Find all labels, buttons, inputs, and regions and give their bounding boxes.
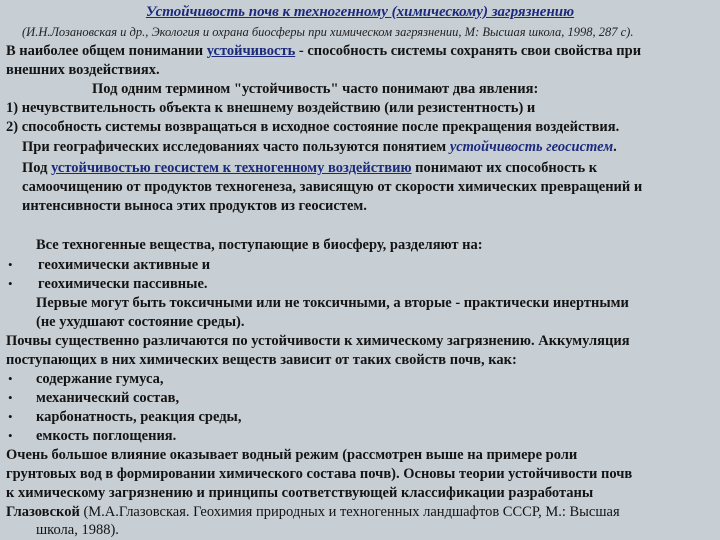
p2-line7: интенсивности выноса этих продуктов из геосистем. <box>22 198 367 214</box>
p1-text: В наиболее общем понимании <box>6 43 207 59</box>
p2-line3: 2) способность системы возвращаться в исходное состояние после прекращения воздействия. <box>6 119 620 135</box>
p3-line2: Первые могут быть токсичными или не токсичными, а вторые - практически инертными <box>36 295 629 311</box>
page-title: Устойчивость почв к техногенному (химическому) загрязнению <box>145 4 575 20</box>
p3-line1: Все техногенные вещества, поступающие в биосферу, разделяют на: <box>36 237 483 253</box>
bullet-icon: • <box>8 390 13 405</box>
p4-line2: поступающих в них химических веществ зависит от таких свойств почв, как: <box>6 352 517 368</box>
p2-line5 <box>22 159 597 177</box>
p1-line2: внешних воздействиях. <box>6 62 160 78</box>
bullet-icon: • <box>8 276 13 291</box>
p5-line5: школа, 1988). <box>36 522 119 538</box>
list-item: механический состав, <box>36 390 180 406</box>
term-geosystem-stability: устойчивость геосистем <box>449 139 614 155</box>
p1-text-cont: - способность системы сохранять свои свойства при <box>295 43 642 59</box>
bullet-icon: • <box>8 371 13 386</box>
bullet-icon: • <box>8 428 13 443</box>
list-item: геохимически активные и <box>38 257 211 273</box>
p4-line1: Почвы существенно различаются по устойчивости к химическому загрязнению. Аккумуляция <box>6 333 630 349</box>
list-item: содержание гумуса, <box>36 371 164 387</box>
p2-line1: Под одним термином "устойчивость" часто понимают два явления: <box>92 81 539 97</box>
list-item: карбонатность, реакция среды, <box>36 409 242 425</box>
p2-l4-text: При географических исследованиях часто пользуются понятием <box>22 139 450 155</box>
p2-l5-cont: понимают их способность к <box>411 160 598 176</box>
p2-line2: 1) нечувствительность объекта к внешнему воздействию (или резистентность) и <box>6 100 536 116</box>
list-item: геохимически пассивные. <box>38 276 208 292</box>
p5-line3: к химическому загрязнению и принципы соответствующей классификации разработаны <box>6 485 594 501</box>
p2-line6: самоочищению от продуктов техногенеза, зависящую от скорости химических превращений и <box>22 179 643 195</box>
p2-line4 <box>22 138 617 156</box>
p3-line3: (не ухудшают состояние среды). <box>36 314 245 330</box>
term-geosystem-stability-technogenic: устойчивостью геосистем к техногенному воздействию <box>51 160 412 176</box>
p5-ref: (М.А.Глазовская. Геохимия природных и техногенных ландшафтов СССР, М.: Высшая <box>79 504 620 520</box>
bullet-icon: • <box>8 409 13 424</box>
author-glazovskaya: Глазовской <box>6 504 80 520</box>
term-ustoychivost: устойчивость <box>206 43 296 59</box>
p2-l5-text: Под <box>22 160 52 176</box>
bullet-icon: • <box>8 257 13 272</box>
p5-line4 <box>6 503 620 521</box>
p5-line1: Очень большое влияние оказывает водный режим (рассмотрен выше на примере роли <box>6 447 578 463</box>
p5-line2: грунтовых вод в формировании химического состава почв). Основы теории устойчивости почв <box>6 466 633 482</box>
p1-line1 <box>6 42 641 60</box>
p2-l4-dot: . <box>613 139 617 155</box>
list-item: емкость поглощения. <box>36 428 177 444</box>
citation: (И.Н.Лозановская и др., Экология и охрана биосферы при химическом загрязнении, М: Высшая школа, 1998, 287 с). <box>22 25 634 39</box>
